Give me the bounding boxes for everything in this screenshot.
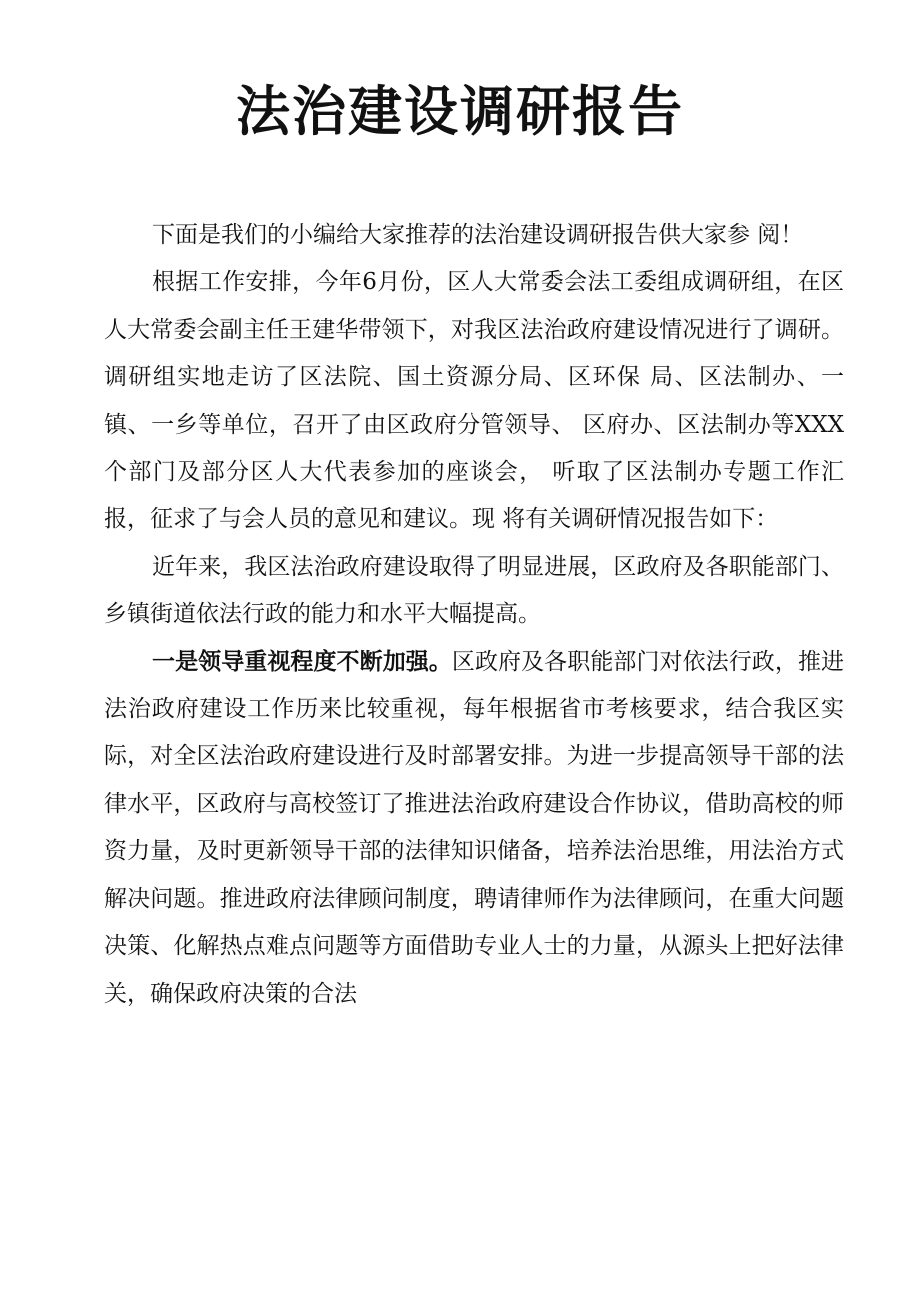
intro-paragraph (104, 212, 844, 259)
work-arrangement-paragraph-text: 根据工作安排，今年6月份，区人大常委会法工委组成调研组，在区人大常委会副主任王建华带领下，对我区法治政府建设情况进行了调研。调研组实地走访了区法院、国土资源分局、区环保 局、区法制办、一镇、一乡等单位，召开了由区政府分管领导、 区府办、区法制办等XXX个部门及部分区人大代表参加的座谈会， 听取了区法制办专题工作汇报，征求了与会人员的意见和建议。现 将有关调研情况报告如下： (104, 269, 844, 533)
document-body (104, 212, 844, 1018)
progress-paragraph-text: 近年来，我区法治政府建设取得了明显进展，区政府及各职能部门、乡镇街道依法行政的能力和水平大幅提高。 (104, 553, 844, 628)
leadership-paragraph-text: 区政府及各职能部门对依法行政，推进法治政府建设工作历来比较重视，每年根据省市考核要求，结合我区实际，对全区法治政府建设进行及时部署安排。为进一步提高领导干部的法律水平，区政府与高校签订了推进法治政府建设合作协议，借助高校的师资力量，及时更新领导干部的法律知识储备，培养法治思维，用法治方式解决问题。推进政府法律顾问制度，聘请律师作为法律顾问，在重大问题决策、化解热点难点问题等方面借助专业人士的力量，从源头上把好法律关，确保政府决策的合法 (104, 648, 845, 1007)
intro-paragraph-text: 下面是我们的小编给大家推荐的法治建设调研报告供大家参 阅！ (152, 222, 804, 248)
progress-paragraph (104, 544, 844, 639)
leadership-paragraph-heading: 一是领导重视程度不断加强。 (152, 648, 452, 675)
work-arrangement-paragraph (104, 259, 844, 543)
leadership-paragraph (104, 639, 844, 1018)
page-title: 法治建设调研报告 (236, 80, 684, 143)
